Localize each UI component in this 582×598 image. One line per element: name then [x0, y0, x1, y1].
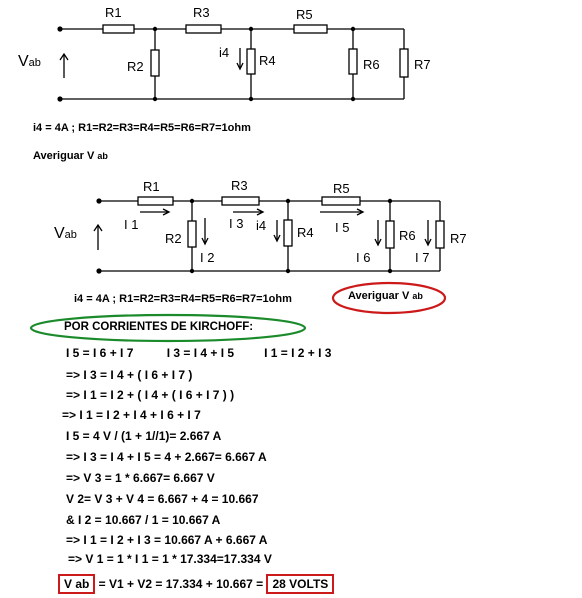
node [286, 199, 290, 203]
node [153, 27, 157, 31]
equation-line: I 5 = I 6 + I 7 I 3 = I 4 + I 5 I 1 = I 2 + I 3 [66, 346, 332, 360]
circuit-2 [94, 197, 444, 271]
label-r5: R5 [296, 7, 313, 22]
solution-heading: POR CORRIENTES DE KIRCHOFF: [64, 321, 254, 333]
label-i6: I 6 [356, 250, 371, 265]
label-vab: Vab [54, 225, 77, 242]
equation-line: => I 1 = I 2 + ( I 4 + ( I 6 + I 7 ) ) [66, 388, 235, 402]
label-r2: R2 [165, 231, 182, 246]
resistor-r3 [222, 197, 259, 205]
label-i1: I 1 [124, 217, 139, 232]
given-values-1: i4 = 4A ; R1=R2=R3=R4=R5=R6=R7=1ohm [33, 122, 251, 134]
resistor-r6 [349, 49, 357, 74]
node [96, 198, 101, 203]
resistor-r1 [103, 25, 134, 33]
circuit-1-nodes [57, 26, 355, 101]
label-r7: R7 [414, 57, 431, 72]
final-lhs: V ab [58, 574, 95, 594]
resistor-r2 [151, 50, 159, 76]
resistor-r1 [138, 197, 173, 205]
label-r4: R4 [297, 225, 314, 240]
node [153, 97, 157, 101]
equation-line: => I 3 = I 4 + ( I 6 + I 7 ) [66, 368, 193, 382]
label-r6: R6 [399, 228, 416, 243]
final-result: 28 VOLTS [266, 574, 334, 594]
given-values-2: i4 = 4A ; R1=R2=R3=R4=R5=R6=R7=1ohm [74, 293, 292, 305]
equation-line: => V 3 = 1 * 6.667= 6.667 V [66, 471, 215, 485]
label-r3: R3 [231, 178, 248, 193]
label-r1: R1 [105, 5, 122, 20]
final-expression: = V1 + V2 = 17.334 + 10.667 = [95, 577, 267, 591]
node [57, 96, 62, 101]
final-answer-line [58, 574, 334, 594]
label-i4: i4 [219, 45, 230, 60]
question-2: Averiguar V ab [348, 290, 423, 302]
node [190, 199, 194, 203]
question-1: Averiguar V ab [33, 150, 108, 162]
label-i3: I 3 [229, 216, 244, 231]
equation-line: & I 2 = 10.667 / 1 = 10.667 A [66, 513, 221, 527]
resistor-r5 [294, 25, 327, 33]
resistor-r7 [436, 221, 444, 248]
resistor-r7 [400, 49, 408, 77]
label-i5: I 5 [335, 220, 350, 235]
label-i2: I 2 [200, 250, 215, 265]
node [57, 26, 62, 31]
node [286, 269, 290, 273]
circuit-2-nodes [96, 198, 392, 273]
label-r4: R4 [259, 53, 276, 68]
resistor-r5 [322, 197, 360, 205]
circuit-1 [60, 25, 408, 99]
node [351, 27, 355, 31]
equation-line: V 2= V 3 + V 4 = 6.667 + 4 = 10.667 [66, 492, 259, 506]
label-r3: R3 [193, 5, 210, 20]
node [351, 97, 355, 101]
node [96, 268, 101, 273]
label-r1: R1 [143, 179, 160, 194]
resistor-r2 [188, 221, 196, 247]
label-r5: R5 [333, 181, 350, 196]
node [388, 269, 392, 273]
node [249, 27, 253, 31]
label-i4: i4 [256, 218, 267, 233]
equation-line: => V 1 = 1 * I 1 = 1 * 17.334=17.334 V [68, 552, 272, 566]
resistor-r4 [284, 220, 292, 246]
resistor-r3 [186, 25, 221, 33]
equation-line: => I 3 = I 4 + I 5 = 4 + 2.667= 6.667 A [66, 450, 267, 464]
label-r6: R6 [363, 57, 380, 72]
label-vab: Vab [18, 53, 41, 70]
node [388, 199, 392, 203]
label-r2: R2 [127, 59, 144, 74]
resistor-r4 [247, 49, 255, 74]
equation-line: I 5 = 4 V / (1 + 1//1)= 2.667 A [66, 429, 222, 443]
node [190, 269, 194, 273]
node [249, 97, 253, 101]
resistor-r6 [386, 221, 394, 248]
equation-line: => I 1 = I 2 + I 3 = 10.667 A + 6.667 A [66, 533, 268, 547]
equation-line: => I 1 = I 2 + I 4 + I 6 + I 7 [62, 408, 201, 422]
label-i7: I 7 [415, 250, 430, 265]
label-r7: R7 [450, 231, 467, 246]
